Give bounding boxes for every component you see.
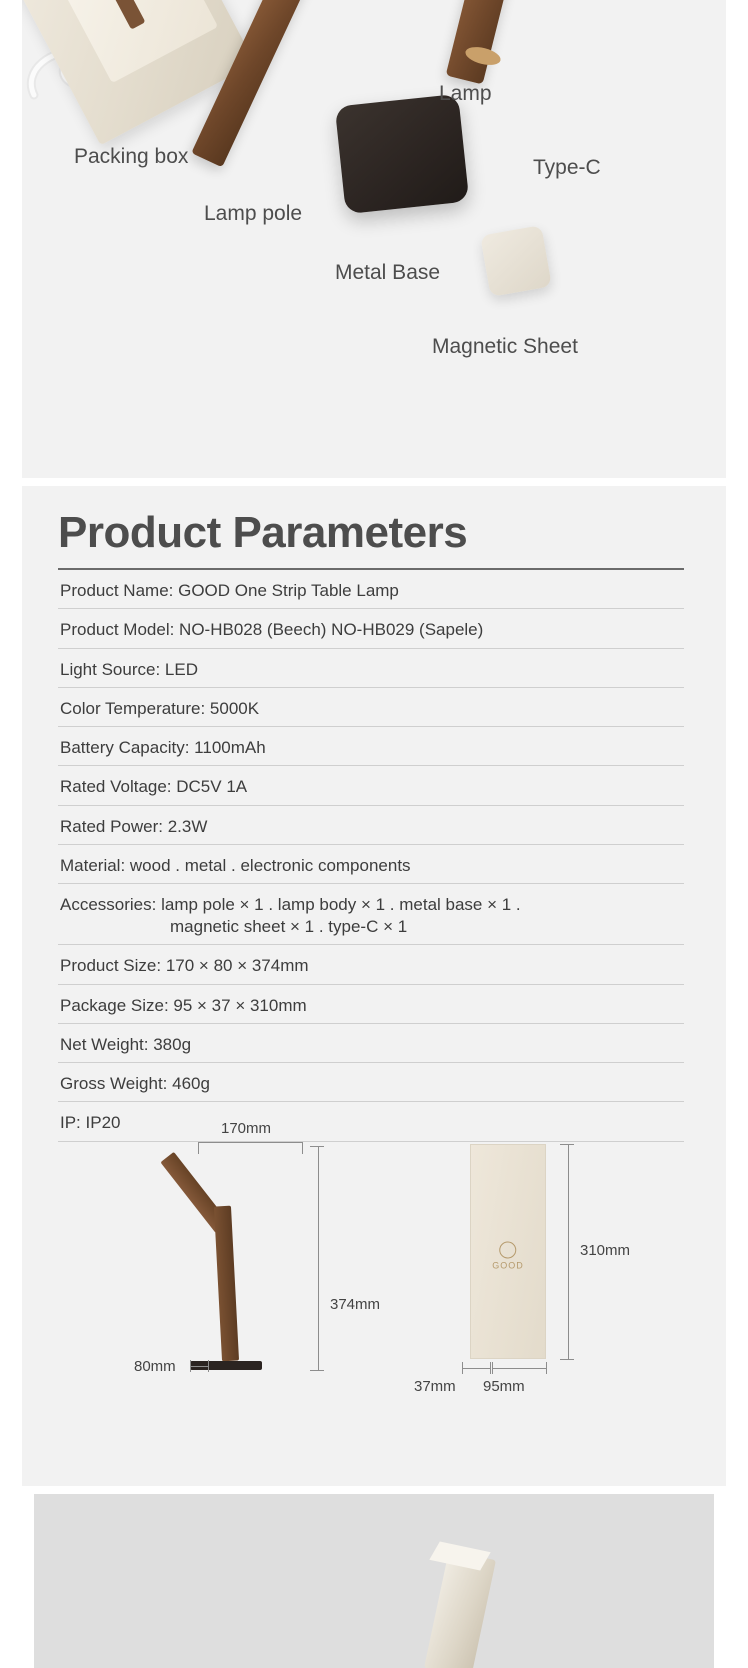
page-title: Product Parameters bbox=[58, 508, 468, 557]
dim-line-package-height bbox=[568, 1144, 569, 1359]
table-row: Product Model: NO-HB028 (Beech) NO-HB029 (Sapele) bbox=[58, 609, 684, 648]
dim-label-lamp-width: 170mm bbox=[221, 1120, 272, 1137]
dim-label-base-width: 80mm bbox=[134, 1358, 176, 1375]
table-row-continuation: magnetic sheet × 1 . type-C × 1 bbox=[58, 915, 684, 945]
metal-base-image bbox=[335, 94, 470, 214]
part-label-packing-box: Packing box bbox=[74, 145, 189, 168]
table-row: Rated Voltage: DC5V 1A bbox=[58, 766, 684, 805]
table-row: Rated Power: 2.3W bbox=[58, 806, 684, 845]
bottom-photo-section bbox=[34, 1494, 714, 1668]
product-parameters-section bbox=[22, 486, 726, 1486]
dimension-drawings bbox=[22, 1116, 726, 1446]
package-logo bbox=[492, 1241, 524, 1270]
lamp-pole-drawing bbox=[214, 1206, 239, 1362]
magnetic-sheet-image bbox=[480, 225, 552, 297]
part-label-metal-base: Metal Base bbox=[335, 261, 441, 284]
lamp-photo bbox=[424, 1550, 496, 1668]
parts-overview-section bbox=[22, 0, 726, 478]
part-label-lamp: Lamp bbox=[439, 82, 492, 105]
part-label-magnetic-sheet: Magnetic Sheet bbox=[432, 335, 578, 358]
dim-line-base-width bbox=[190, 1366, 208, 1367]
dim-label-package-depth: 37mm bbox=[414, 1378, 456, 1395]
package-box-drawing bbox=[470, 1144, 546, 1359]
table-row: Product Size: 170 × 80 × 374mm bbox=[58, 945, 684, 984]
good-logo-icon bbox=[499, 1241, 516, 1258]
lamp-photo-top bbox=[429, 1541, 490, 1570]
dim-tick bbox=[492, 1362, 493, 1374]
table-row: Package Size: 95 × 37 × 310mm bbox=[58, 985, 684, 1024]
dim-label-lamp-height: 374mm bbox=[327, 1294, 383, 1315]
dim-label-package-height: 310mm bbox=[577, 1240, 633, 1261]
dim-label-package-width: 95mm bbox=[483, 1378, 525, 1395]
dim-tick bbox=[208, 1360, 209, 1372]
dim-line-lamp-width bbox=[198, 1142, 302, 1143]
dim-tick bbox=[190, 1360, 191, 1372]
dim-tick bbox=[198, 1142, 199, 1154]
dim-tick bbox=[310, 1370, 324, 1371]
table-row: Gross Weight: 460g bbox=[58, 1063, 684, 1102]
table-row: Light Source: LED bbox=[58, 649, 684, 688]
table-row: IP: IP20 bbox=[58, 1102, 684, 1141]
dim-tick bbox=[490, 1362, 491, 1374]
parameters-table bbox=[58, 568, 684, 1142]
table-row: Accessories: lamp pole × 1 . lamp body × 1 . metal base × 1 . bbox=[60, 895, 521, 914]
table-row: Net Weight: 380g bbox=[58, 1024, 684, 1063]
part-label-type-c: Type-C bbox=[533, 156, 601, 179]
dim-line-package-width bbox=[492, 1368, 546, 1369]
dim-tick bbox=[560, 1359, 574, 1360]
dim-tick bbox=[560, 1144, 574, 1145]
dim-tick bbox=[310, 1146, 324, 1147]
table-row: Product Name: GOOD One Strip Table Lamp bbox=[58, 570, 684, 609]
dim-tick bbox=[302, 1142, 303, 1154]
table-row: Color Temperature: 5000K bbox=[58, 688, 684, 727]
dim-tick bbox=[462, 1362, 463, 1374]
package-logo-text: GOOD bbox=[492, 1260, 524, 1271]
lamp-body-image bbox=[446, 0, 517, 85]
dim-tick bbox=[546, 1362, 547, 1374]
dim-line-package-depth bbox=[462, 1368, 490, 1369]
table-row: Material: wood . metal . electronic components bbox=[58, 845, 684, 884]
part-label-lamp-pole: Lamp pole bbox=[204, 202, 303, 225]
table-row: Battery Capacity: 1100mAh bbox=[58, 727, 684, 766]
dim-line-lamp-height bbox=[318, 1146, 319, 1370]
